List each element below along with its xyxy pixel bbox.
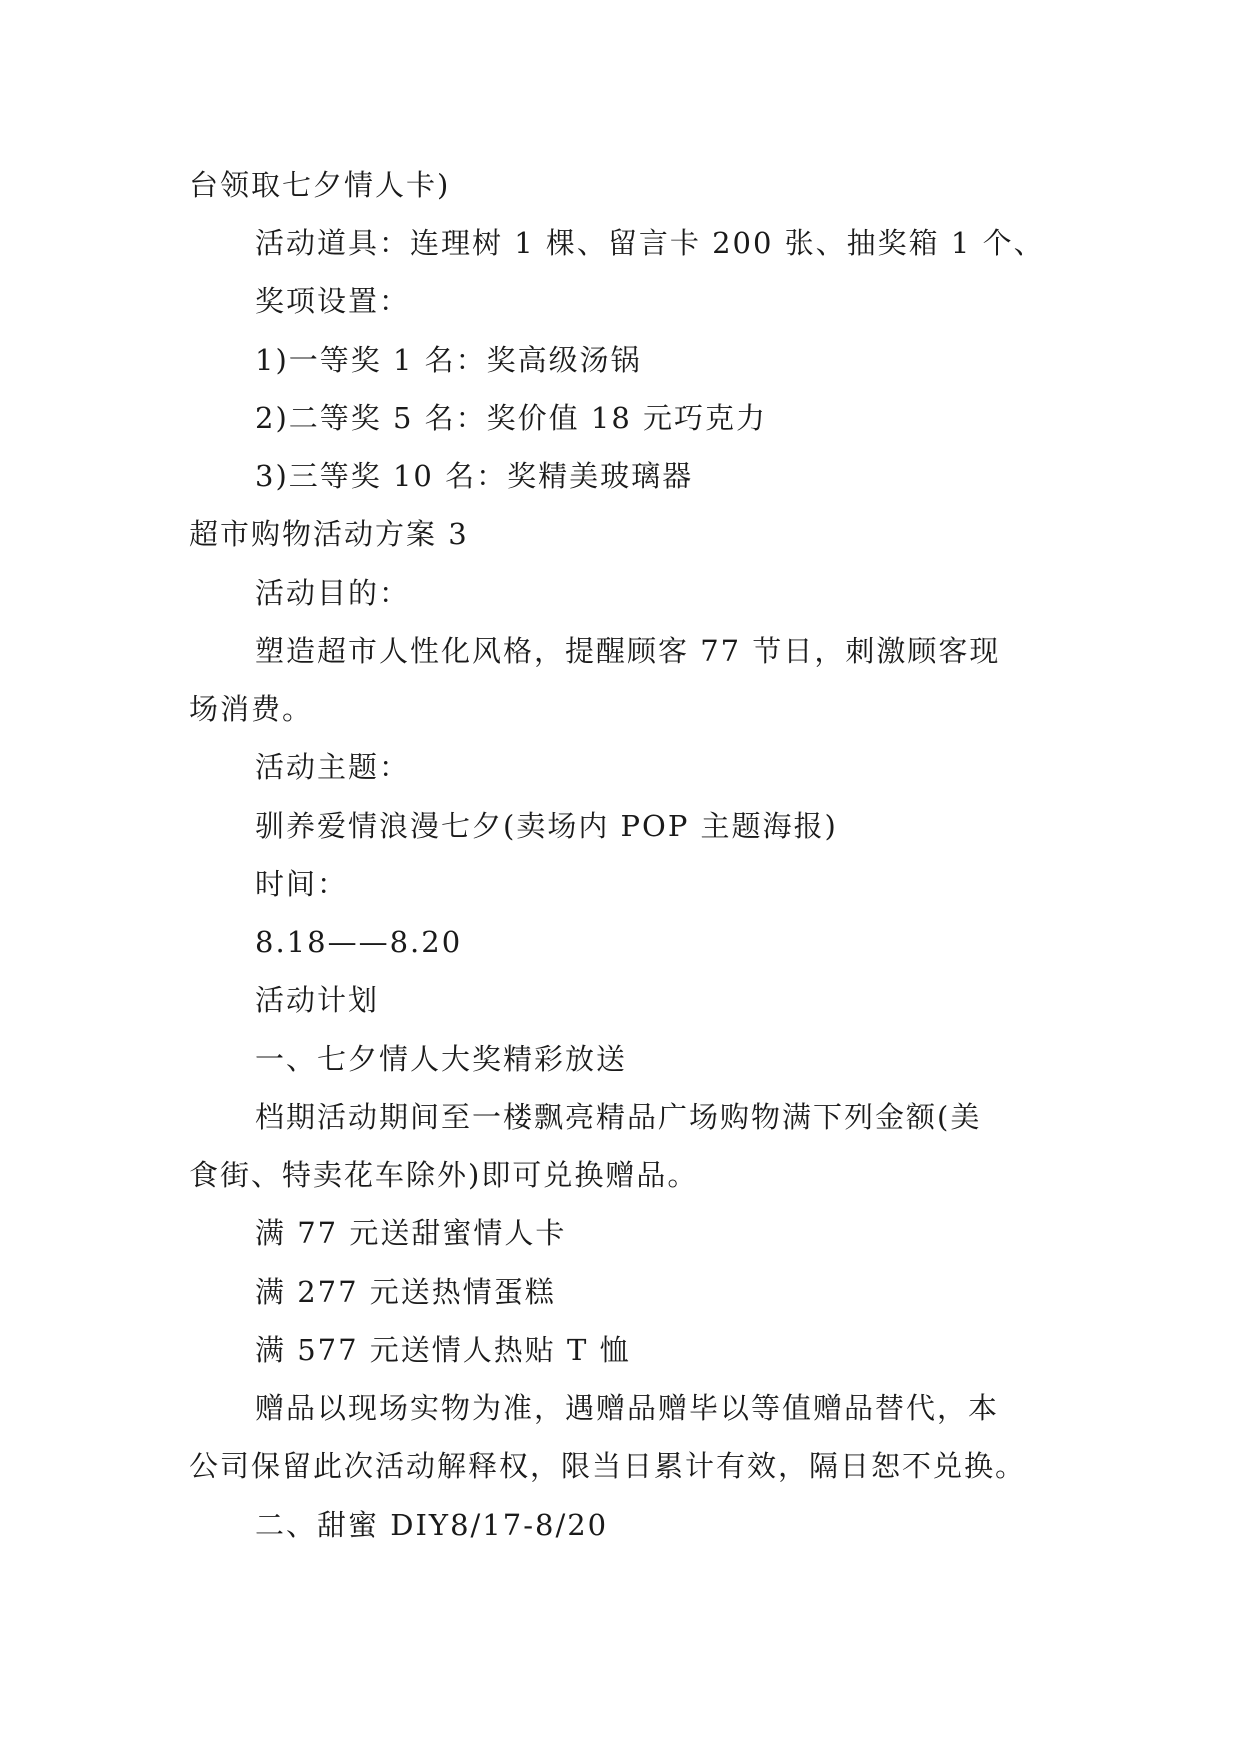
text-line: 满 277 元送热情蛋糕 bbox=[255, 1275, 556, 1309]
text-line: 活动道具：连理树 1 棵、留言卡 200 张、抽奖箱 1 个、 bbox=[255, 226, 1045, 260]
text-line: 档期活动期间至一楼飘亮精品广场购物满下列金额(美 bbox=[255, 1100, 982, 1134]
text-line: 时间： bbox=[255, 867, 349, 901]
text-line: 场消费。 bbox=[189, 692, 314, 726]
text-line: 满 577 元送情人热贴 T 恤 bbox=[255, 1333, 631, 1367]
text-line: 活动计划 bbox=[255, 983, 380, 1017]
text-line: 奖项设置： bbox=[255, 284, 411, 318]
text-line: 活动主题： bbox=[255, 750, 411, 784]
text-line: 2)二等奖 5 名：奖价值 18 元巧克力 bbox=[255, 401, 767, 435]
text-line: 塑造超市人性化风格，提醒顾客 77 节日，刺激顾客现 bbox=[255, 634, 1001, 668]
text-line: 赠品以现场实物为准，遇赠品赠毕以等值赠品替代，本 bbox=[255, 1391, 1000, 1425]
text-line: 台领取七夕情人卡) bbox=[189, 168, 451, 202]
text-line: 8.18——8.20 bbox=[255, 925, 463, 959]
text-line: 公司保留此次活动解释权，限当日累计有效，隔日恕不兑换。 bbox=[189, 1449, 1027, 1483]
text-line: 3)三等奖 10 名：奖精美玻璃器 bbox=[255, 459, 694, 493]
text-line: 满 77 元送甜蜜情人卡 bbox=[255, 1216, 567, 1250]
section-heading: 超市购物活动方案 3 bbox=[189, 517, 469, 551]
text-line: 二、甜蜜 DIY8/17-8/20 bbox=[255, 1508, 609, 1542]
text-line: 一、七夕情人大奖精彩放送 bbox=[255, 1042, 628, 1076]
text-line: 食街、特卖花车除外)即可兑换赠品。 bbox=[189, 1158, 699, 1192]
text-line: 活动目的： bbox=[255, 576, 411, 610]
text-line: 驯养爱情浪漫七夕(卖场内 POP 主题海报) bbox=[255, 809, 838, 843]
text-line: 1)一等奖 1 名：奖高级汤锅 bbox=[255, 343, 642, 377]
